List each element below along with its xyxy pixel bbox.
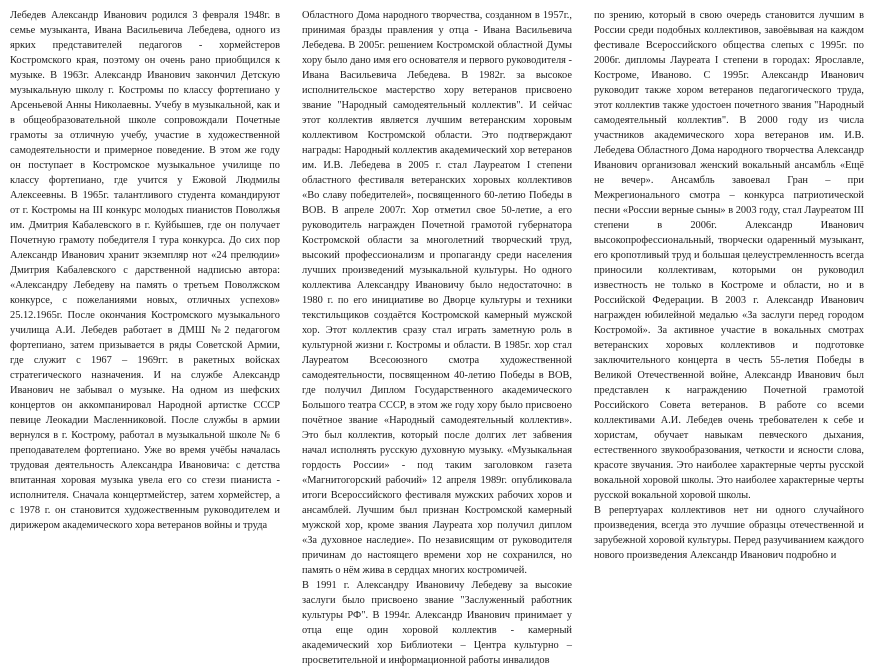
paragraph: Лебедев Александр Иванович родился 3 февраля 1948г. в семье музыканта, Ивана Васильевича Лебедева, одного из ярких представителей педагогов - хормейстеров Костромского края, поэтому он очень рано приобщился к музыке. В 1963г. Александр Иванович закончил Детскую музыкальную школу г. Костромы по классу фортепиано у Арсеньевой Анны Николаевны. Учебу в музыкальной, как и в общеобразовательной школе сопровождали Почетные грамоты за отличную учебу, участие в художественной самодеятельности и примерное поведение. В этом же году он поступает в Костромское музыкальное училище по классу фортепиано, где учится у Ежовой Людмилы Алексеевны. В 1965г. талантливого студента командируют от г. Костромы на III конкурс молодых пианистов Поволжья им. Дмитрия Кабалевского в г. Куйбышев, где он получает Почетную грамоту победителя I тура конкурса. До сих пор Александр Иванович хранит экземпляр нот «24 прелюдии» Дмитрия Кабалевского с дарственной надписью автора: «Александру Лебедеву на память о третьем Поволжском конкурсе, с пожеланиями новых, отличных успехов» 25.12.1965г. После окончания Костромского музыкального училища А.И. Лебедев работает в ДМШ №2 педагогом фортепиано, затем призывается в ряды Советской Армии, где служит с 1967 – 1969гг. в ракетных войсках стратегического назначения. И на службе Александр Иванович не забывал о музыке. На одном из шефских концертов он аккомпанировал Народной артистке СССР певице Леокадии Масленниковой. После службы в армии вернулся в г. Кострому, работал в музыкальной школе № 6 преподавателем фортепиано. Уже во время учёбы началась трудовая деятельность Александра Ивановича: с детства впитанная хоровая музыка увела его со стези пианиста - исполнителя. Сначала концертмейстер, затем хормейстер, а с 1978 г. он становится художественным руководителем и дирижером академического хора ветеранов войны и труда <box>10 10 280 531</box>
paragraph: В репертуарах коллективов нет ни одного случайного произведения, всегда это лучшие образцы отечественной и зарубежной хоровой культуры. Перед разучиванием каждого нового произведения Александр Иванович подробно и <box>594 505 864 561</box>
text-column-right <box>594 8 864 612</box>
paragraph: В 1991 г. Александру Ивановичу Лебедеву за высокие заслуги было присвоено звание "Заслуженный работник культуры РФ". В 1994г. Александр Иванович принимает у отца еще один хоровой коллектив - камерный академический хор Библиотеки – Центра культурно – просветительной и информационной работы инвалидов <box>302 580 572 666</box>
text-column-middle <box>302 8 572 666</box>
paragraph: Областного Дома народного творчества, созданном в 1957г., принимая бразды правления у отца - Ивана Васильевича Лебедева. В 2005г. решением Костромской областной Думы хору было дано имя его основателя и первого руководителя - Ивана Васильевича Лебедева. В 1982г. за высокое исполнительское мастерство хору ветеранов присвоено звание "Народный самодеятельный коллектив". И сейчас этот коллектив является лучшим ветеранским хоровым коллективом Костромской области. Это подтверждают награды: Народный коллектив академический хор ветеранов им. И.В. Лебедева в 2005 г. стал Лауреатом I степени областного фестиваля ветеранских хоровых коллективов «Во славу победителей», посвященного 60-летию Победы в ВОВ. В апреле 2007г. Хор отметил свое 50-летие, а его руководитель награжден Почетной грамотой губернатора Костромской области за многолетний творческий труд, высокий профессионализм и пропаганду среди населения лучших произведений музыкальной культуры. Но одного коллектива Александру Ивановичу было недостаточно: в 1980 г. по его инициативе во Дворце культуры и техники текстильщиков создаётся Костромской камерный мужской хор. Этот коллектив сразу стал играть заметную роль в культурной жизни г. Костромы и области. В 1985г. хор стал Лауреатом Всесоюзного смотра художественной самодеятельности, посвященном 40-летию Победы в ВОВ, где получил Диплом Государственного академического Большого театра СССР, в этом же году хору было присвоено почётное звание «Народный самодеятельный коллектив». Это был коллектив, который после долгих лет забвения начал исполнять русскую духовную музыку. «Музыкальная гордость России» - под таким заголовком газета «Магнитогорский рабочий» 12 апреля 1989г. опубликовала итоги Всероссийского фестиваля мужских рабочих хоров и ансамблей. Лучшим был признан Костромской камерный мужской хор, кроме звания Лауреата хор получил диплом «За духовное наследие». По независящим от руководителя причинам до настоящего времени хор не сохранился, но память о нём жива в сердцах многих костромичей. <box>302 10 572 576</box>
text-column-left <box>10 8 280 612</box>
paragraph: по зрению, который в свою очередь становится лучшим в России среди подобных коллективов, завоёвывая на каждом фестивале Всероссийского общества слепых с 1995г. по 2006г. дипломы Лауреата I степени в городах: Ярославле, Костроме, Иваново. С 1995г. Александр Иванович руководит также хором ветеранов педагогического труда, этот коллектив также удостоен почетного звания "Народный самодеятельный коллектив". В 2000 году из числа участников академического хора ветеранов им. И.В. Лебедева Областного Дома народного творчества Александр Иванович организовал женский вокальный ансамбль «Ещё не вечер». Ансамбль завоевал Гран – при Межрегионального смотра – конкурса патриотической песни «России верные сыны» в 2003 году, стал Лауреатом III степени в 2006г. Александр Иванович высокопрофессиональный, творчески одаренный музыкант, его кропотливый труд и большая целеустремленность всегда приносили коллективам, которыми он руководил известность не только в Костроме и области, но и в Российской Федерации. В 2003 г. Александр Иванович награжден юбилейной медалью «За заслуги перед городом Костромой». За активное участие в вокальных смотрах ветеранских хоровых коллективов и подготовке заключительного концерта в честь 55-летия Победы в Великой Отечественной войне, Александр Иванович был представлен к награждению Почетной грамотой Российского Совета ветеранов. В работе со всеми коллективами А.И. Лебедев очень требователен к себе и хористам, обучает навыкам певческого дыхания, естественного звукообразования, четкости и ясности слова, красоте звучания. Это наиболее характерные черты русской вокальной хоровой школы. Это наиболее характерные черты русской вокальной хоровой школы. <box>594 10 864 501</box>
